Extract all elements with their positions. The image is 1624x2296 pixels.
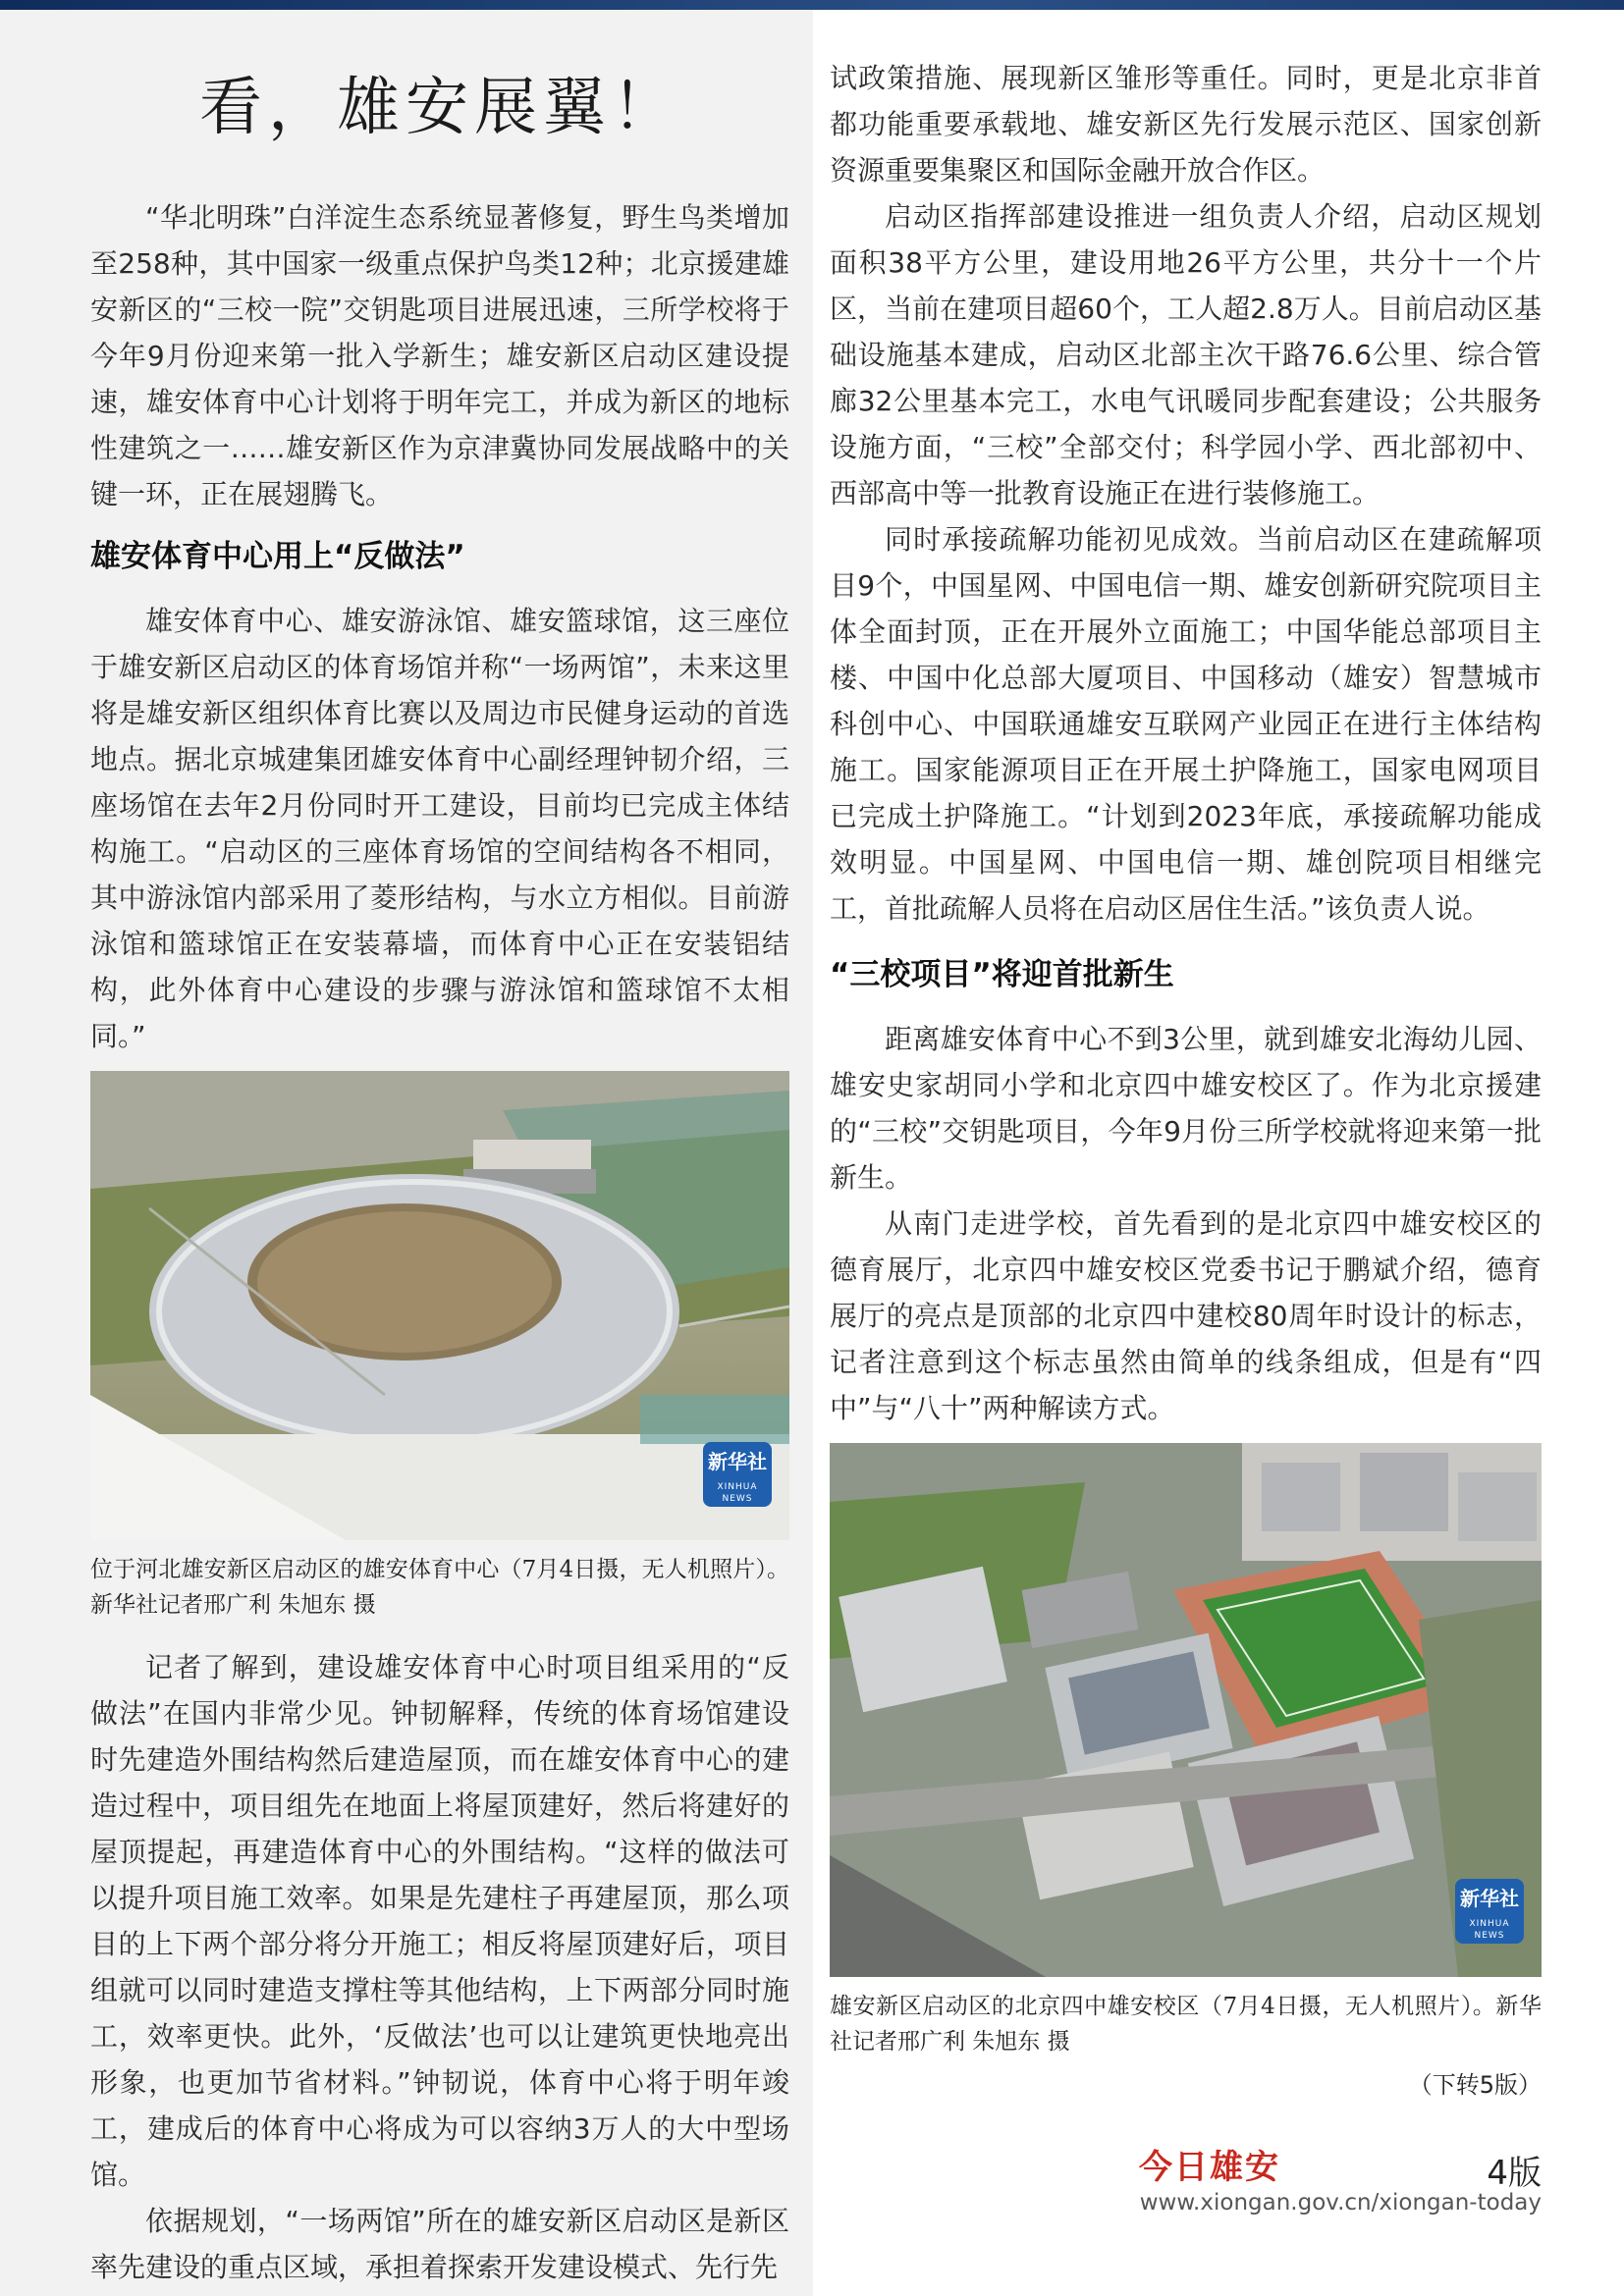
section-heading-sports-center: 雄安体育中心用上“反做法” (90, 539, 465, 574)
sports-center-aerial-image (90, 1071, 789, 1540)
page-number: 4版 (1487, 2154, 1542, 2193)
section-heading-three-schools: “三校项目”将迎首批新生 (830, 957, 1174, 992)
xinhua-watermark-logo (703, 1442, 772, 1507)
school-aerial-image (830, 1443, 1542, 1977)
photo-caption-school: 雄安新区启动区的北京四中雄安校区（7月4日摄，无人机照片）。新华社记者邢广利 朱旭东 摄 (830, 1994, 1542, 2055)
xinhua-watermark-logo-2 (1455, 1879, 1524, 1944)
newspaper-brand-logo: 今日雄安 (1139, 2148, 1280, 2187)
paragraph-three-schools: 距离雄安体育中心不到3公里，就到雄安北海幼儿园、雄安史家胡同小学和北京四中雄安校区了。作为北京援建的“三校”交钥匙项目，今年9月份三所学校就将迎来第一批新生。 (830, 1023, 1542, 1194)
photo-sports-center (90, 1071, 789, 1540)
intro-paragraph: “华北明珠”白洋淀生态系统显著修复，野生鸟类增加至258种，其中国家一级重点保护鸟类12种；北京援建雄安新区的“三校一院”交钥匙项目进展迅速，三所学校将于今年9月份迎来第一批入学新生；雄安新区启动区建设提速，雄安体育中心计划将于明年完工，并成为新区的地标性建筑之一……雄安新区作为京津冀协同发展战略中的关键一环，正在展翅腾飞。 (90, 201, 789, 510)
page-footer (1139, 2140, 1542, 2216)
photo-beijing-no4-school (830, 1443, 1542, 1977)
paragraph-moral-hall: 从南门走进学校，首先看到的是北京四中雄安校区的德育展厅，北京四中雄安校区党委书记于鹏斌介绍，德育展厅的亮点是顶部的北京四中建校80周年时设计的标志，记者注意到这个标志虽然由简单的线条组成，但是有“四中”与“八十”两种解读方式。 (830, 1207, 1542, 1424)
footer-url[interactable]: www.xiongan.gov.cn/xiongan-today (1139, 2190, 1542, 2216)
paragraph-planning: 依据规划，“一场两馆”所在的雄安新区启动区是新区率先建设的重点区域，承担着探索开发建设模式、先行先 (90, 2205, 789, 2283)
paragraph-relocation: 同时承接疏解功能初见成效。当前启动区在建疏解项目9个，中国星网、中国电信一期、雄安创新研究院项目主体全面封顶，正在开展外立面施工；中国华能总部项目主楼、中国中化总部大厦项目、中国移动（雄安）智慧城市科创中心、中国联通雄安互联网产业园正在进行主体结构施工。国家能源项目正在开展土护降施工，国家电网项目已完成土护降施工。“计划到2023年底，承接疏解功能成效明显。中国星网、中国电信一期、雄创院项目相继完工，首批疏解人员将在启动区居住生活。”该负责人说。 (830, 523, 1542, 925)
xinhua-logo-cn: 新华社 (708, 1450, 767, 1473)
continued-on-page-note: （下转5版） (1408, 2071, 1542, 2099)
paragraph-continued: 试政策措施、展现新区雏形等重任。同时，更是北京非首都功能重要承载地、雄安新区先行发展示范区、国家创新资源重要集聚区和国际金融开放合作区。 (830, 62, 1542, 187)
xinhua-logo-cn-2: 新华社 (1460, 1887, 1519, 1910)
top-accent-bar (0, 0, 1624, 10)
paragraph-startup-area: 启动区指挥部建设推进一组负责人介绍，启动区规划面积38平方公里，建设用地26平方公里，共分十一个片区，当前在建项目超60个，工人超2.8万人。目前启动区基础设施基本建成，启动区北部主次干路76.6公里、综合管廊32公里基本完工，水电气讯暖同步配套建设；公共服务设施方面，“三校”全部交付；科学园小学、西北部初中、西部高中等一批教育设施正在进行装修施工。 (830, 200, 1542, 509)
xinhua-logo-en-2: XINHUA NEWS (1469, 1919, 1510, 1941)
paragraph-reverse-method: 记者了解到，建设雄安体育中心时项目组采用的“反做法”在国内非常少见。钟韧解释，传统的体育场馆建设时先建造外围结构然后建造屋顶，而在雄安体育中心的建造过程中，项目组先在地面上将屋顶建好，然后将建好的屋顶提起，再建造体育中心的外围结构。“这样的做法可以提升项目施工效率。如果是先建柱子再建屋顶，那么项目的上下两个部分将分开施工；相反将屋顶建好后，项目组就可以同时建造支撑柱等其他结构，上下两部分同时施工，效率更快。此外，‘反做法’也可以让建筑更快地亮出形象，也更加节省材料。”钟韧说，体育中心将于明年竣工，建成后的体育中心将成为可以容纳3万人的大中型场馆。 (90, 1651, 789, 2191)
paragraph-sports-venues: 雄安体育中心、雄安游泳馆、雄安篮球馆，这三座位于雄安新区启动区的体育场馆并称“一场两馆”，未来这里将是雄安新区组织体育比赛以及周边市民健身运动的首选地点。据北京城建集团雄安体育中心副经理钟韧介绍，三座场馆在去年2月份同时开工建设，目前均已完成主体结构施工。“启动区的三座体育场馆的空间结构各不相同，其中游泳馆内部采用了菱形结构，与水立方相似。目前游泳馆和篮球馆正在安装幕墙，而体育中心正在安装铝结构，此外体育中心建设的步骤与游泳馆和篮球馆不太相同。” (90, 605, 789, 1052)
article-title: 看，雄安展翼！ (199, 72, 680, 144)
left-column (90, 47, 789, 2290)
xinhua-logo-en: XINHUA NEWS (717, 1482, 758, 1504)
right-column (830, 55, 1542, 2100)
photo-caption-sports-center: 位于河北雄安新区启动区的雄安体育中心（7月4日摄，无人机照片）。新华社记者邢广利 朱旭东 摄 (90, 1557, 789, 1618)
